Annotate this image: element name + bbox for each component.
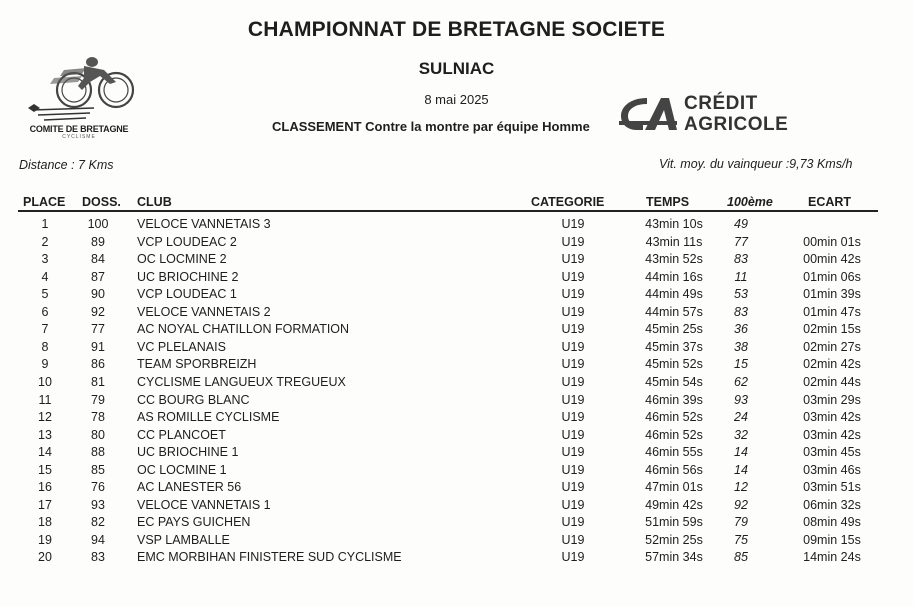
doss-cell: 94	[91, 532, 105, 547]
doss-cell: 88	[91, 445, 105, 460]
club-cell: VELOCE VANNETAIS 1	[137, 497, 271, 512]
table-row	[0, 445, 913, 462]
hundredth-cell: 38	[734, 339, 748, 354]
gap-cell: 03min 42s	[803, 427, 861, 442]
page-title: CHAMPIONNAT DE BRETAGNE SOCIETE	[247, 18, 666, 41]
doss-cell: 81	[91, 374, 105, 389]
category-cell: U19	[561, 427, 585, 442]
gap-cell: 02min 15s	[803, 322, 861, 337]
category-cell: U19	[561, 339, 585, 354]
table-row	[0, 270, 913, 287]
hundredth-cell: 79	[734, 515, 748, 530]
gap-cell: 03min 51s	[803, 480, 861, 495]
table-row	[0, 393, 913, 410]
doss-cell: 77	[91, 322, 105, 337]
category-cell: U19	[561, 322, 585, 337]
club-cell: CC BOURG BLANC	[137, 392, 250, 407]
category-cell: U19	[561, 287, 585, 302]
header-time: TEMPS	[646, 195, 690, 209]
doss-cell: 91	[91, 339, 105, 354]
time-cell: 46min 55s	[645, 445, 703, 460]
category-cell: U19	[561, 550, 585, 565]
gap-cell: 02min 44s	[803, 374, 861, 389]
gap-cell: 03min 42s	[803, 410, 861, 425]
place-cell: 1	[41, 217, 49, 231]
header-hundredth: 100ème	[727, 195, 773, 209]
table-row	[0, 322, 913, 339]
category-cell: U19	[561, 462, 585, 477]
gap-cell: 03min 45s	[803, 445, 861, 460]
club-cell: EC PAYS GUICHEN	[137, 515, 251, 530]
table-row	[0, 305, 913, 322]
table-row	[0, 235, 913, 252]
hundredth-cell: 12	[734, 480, 748, 495]
club-logo-text: COMITE DE BRETAGNE	[29, 124, 129, 134]
category-cell: U19	[561, 252, 585, 267]
time-cell: 45min 25s	[645, 322, 703, 337]
header-category: CATEGORIE	[531, 195, 605, 209]
time-cell: 46min 39s	[645, 392, 703, 407]
table-row	[0, 217, 913, 234]
distance-info: Distance : 7 Kms	[19, 158, 114, 172]
hundredth-cell: 75	[734, 532, 748, 547]
hundredth-cell: 15	[734, 357, 748, 372]
time-cell: 49min 42s	[645, 497, 703, 512]
doss-cell: 90	[91, 287, 105, 302]
table-row	[0, 480, 913, 497]
hundredth-cell: 77	[734, 234, 748, 249]
hundredth-cell: 36	[734, 322, 748, 337]
time-cell: 43min 52s	[645, 252, 703, 267]
gap-cell: 03min 46s	[803, 462, 861, 477]
place-cell: 11	[38, 392, 52, 407]
hundredth-cell: 93	[734, 392, 748, 407]
category-cell: U19	[561, 445, 585, 460]
table-row	[0, 410, 913, 427]
time-cell: 52min 25s	[645, 532, 703, 547]
header-place: PLACE	[23, 195, 66, 209]
doss-cell: 85	[91, 462, 105, 477]
place-cell: 3	[41, 252, 49, 267]
doss-cell: 92	[91, 304, 105, 319]
club-logo-subtext: CYCLISME	[62, 134, 96, 140]
doss-cell: 89	[91, 234, 105, 249]
hundredth-cell: 11	[734, 269, 748, 284]
club-cell: CC PLANCOET	[137, 427, 226, 442]
doss-cell: 84	[91, 252, 105, 267]
gap-cell: 06min 32s	[803, 497, 861, 512]
time-cell: 44min 57s	[645, 304, 703, 319]
venue-title: SULNIAC	[418, 59, 495, 78]
time-cell: 46min 52s	[645, 410, 703, 425]
club-cell: AS ROMILLE CYCLISME	[137, 410, 280, 425]
doss-cell: 78	[91, 410, 105, 425]
time-cell: 51min 59s	[645, 515, 703, 530]
place-cell: 12	[38, 410, 52, 425]
place-cell: 16	[38, 480, 52, 495]
time-cell: 43min 11s	[645, 234, 703, 249]
category-cell: U19	[561, 532, 585, 547]
gap-cell: 09min 15s	[803, 532, 861, 547]
club-cell: OC LOCMINE 2	[137, 252, 227, 267]
place-cell: 18	[38, 515, 52, 530]
hundredth-cell: 83	[734, 304, 748, 319]
time-cell: 57min 34s	[645, 550, 703, 565]
category-cell: U19	[561, 234, 585, 249]
place-cell: 20	[38, 550, 52, 565]
header-club: CLUB	[137, 195, 172, 209]
header-divider	[18, 210, 878, 212]
table-row	[0, 550, 913, 567]
doss-cell: 100	[87, 217, 109, 231]
hundredth-cell: 62	[734, 374, 748, 389]
club-cell: AC NOYAL CHATILLON FORMATION	[137, 322, 350, 337]
bank-logo-icon	[617, 94, 679, 134]
time-cell: 45min 54s	[645, 374, 703, 389]
time-cell: 46min 52s	[645, 427, 703, 442]
table-row	[0, 533, 913, 550]
gap-cell: 00min 01s	[803, 234, 861, 249]
table-row	[0, 375, 913, 392]
gap-cell: 14min 24s	[803, 550, 861, 565]
hundredth-cell: 32	[734, 427, 748, 442]
category-cell: U19	[561, 410, 585, 425]
gap-cell: 01min 39s	[803, 287, 861, 302]
category-cell: U19	[561, 217, 585, 231]
time-cell: 46min 56s	[645, 462, 703, 477]
doss-cell: 82	[91, 515, 105, 530]
table-row	[0, 357, 913, 374]
hundredth-cell: 24	[734, 410, 748, 425]
hundredth-cell: 53	[734, 287, 748, 302]
doss-cell: 76	[91, 480, 105, 495]
place-cell: 7	[41, 322, 49, 337]
category-cell: U19	[561, 497, 585, 512]
category-cell: U19	[561, 304, 585, 319]
category-cell: U19	[561, 515, 585, 530]
table-row	[0, 252, 913, 269]
club-cell: UC BRIOCHINE 1	[137, 445, 239, 460]
table-row	[0, 428, 913, 445]
bank-name-line2: AGRICOLE	[684, 114, 789, 135]
table-row	[0, 287, 913, 304]
club-cell: UC BRIOCHINE 2	[137, 269, 239, 284]
place-cell: 13	[38, 427, 52, 442]
header-gap: ECART	[808, 195, 852, 209]
place-cell: 5	[41, 287, 49, 302]
club-cell: EMC MORBIHAN FINISTERE SUD CYCLISME	[137, 550, 402, 565]
table-row	[0, 463, 913, 480]
time-cell: 47min 01s	[645, 480, 703, 495]
club-cell: CYCLISME LANGUEUX TREGUEUX	[137, 374, 346, 389]
place-cell: 15	[38, 462, 52, 477]
place-cell: 8	[41, 339, 49, 354]
place-cell: 6	[41, 304, 49, 319]
gap-cell: 01min 06s	[803, 269, 861, 284]
time-cell: 43min 10s	[645, 217, 703, 231]
doss-cell: 93	[91, 497, 105, 512]
time-cell: 44min 16s	[645, 269, 703, 284]
table-row	[0, 498, 913, 515]
doss-cell: 83	[91, 550, 105, 565]
club-cell: VELOCE VANNETAIS 2	[137, 304, 271, 319]
gap-cell: 00min 42s	[803, 252, 861, 267]
category-cell: U19	[561, 357, 585, 372]
hundredth-cell: 92	[734, 497, 748, 512]
club-cell: OC LOCMINE 1	[137, 462, 227, 477]
place-cell: 4	[41, 269, 49, 284]
gap-cell: 01min 47s	[803, 304, 861, 319]
hundredth-cell: 49	[734, 217, 748, 231]
club-cell: TEAM SPORBREIZH	[137, 357, 257, 372]
club-cell: VCP LOUDEAC 2	[137, 234, 237, 249]
category-cell: U19	[561, 374, 585, 389]
gap-cell: 03min 29s	[803, 392, 861, 407]
place-cell: 17	[38, 497, 52, 512]
place-cell: 9	[41, 357, 49, 372]
winner-speed-info: Vit. moy. du vainqueur :9,73 Kms/h	[659, 157, 853, 171]
club-cell: VSP LAMBALLE	[137, 532, 230, 547]
club-cell: VELOCE VANNETAIS 3	[137, 217, 271, 231]
category-cell: U19	[561, 269, 585, 284]
hundredth-cell: 14	[734, 445, 748, 460]
time-cell: 45min 37s	[645, 339, 703, 354]
doss-cell: 86	[91, 357, 105, 372]
time-cell: 45min 52s	[645, 357, 703, 372]
place-cell: 2	[41, 234, 49, 249]
bank-name-line1: CRÉDIT	[684, 93, 758, 114]
category-cell: U19	[561, 480, 585, 495]
place-cell: 19	[38, 532, 52, 547]
hundredth-cell: 83	[734, 252, 748, 267]
club-cell: VCP LOUDEAC 1	[137, 287, 237, 302]
header-doss: DOSS.	[82, 195, 121, 209]
doss-cell: 79	[91, 392, 105, 407]
time-cell: 44min 49s	[645, 287, 703, 302]
club-cell: AC LANESTER 56	[137, 480, 242, 495]
category-cell: U19	[561, 392, 585, 407]
place-cell: 10	[38, 374, 52, 389]
event-date: 8 mai 2025	[424, 92, 489, 107]
hundredth-cell: 14	[734, 462, 748, 477]
table-row	[0, 515, 913, 532]
doss-cell: 80	[91, 427, 105, 442]
doss-cell: 87	[91, 269, 105, 284]
gap-cell: 02min 42s	[803, 357, 861, 372]
place-cell: 14	[38, 445, 52, 460]
hundredth-cell: 85	[734, 550, 748, 565]
gap-cell: 02min 27s	[803, 339, 861, 354]
club-cell: VC PLELANAIS	[137, 339, 226, 354]
gap-cell: 08min 49s	[803, 515, 861, 530]
table-row	[0, 340, 913, 357]
ranking-title: CLASSEMENT Contre la montre par équipe Homme	[272, 119, 590, 134]
